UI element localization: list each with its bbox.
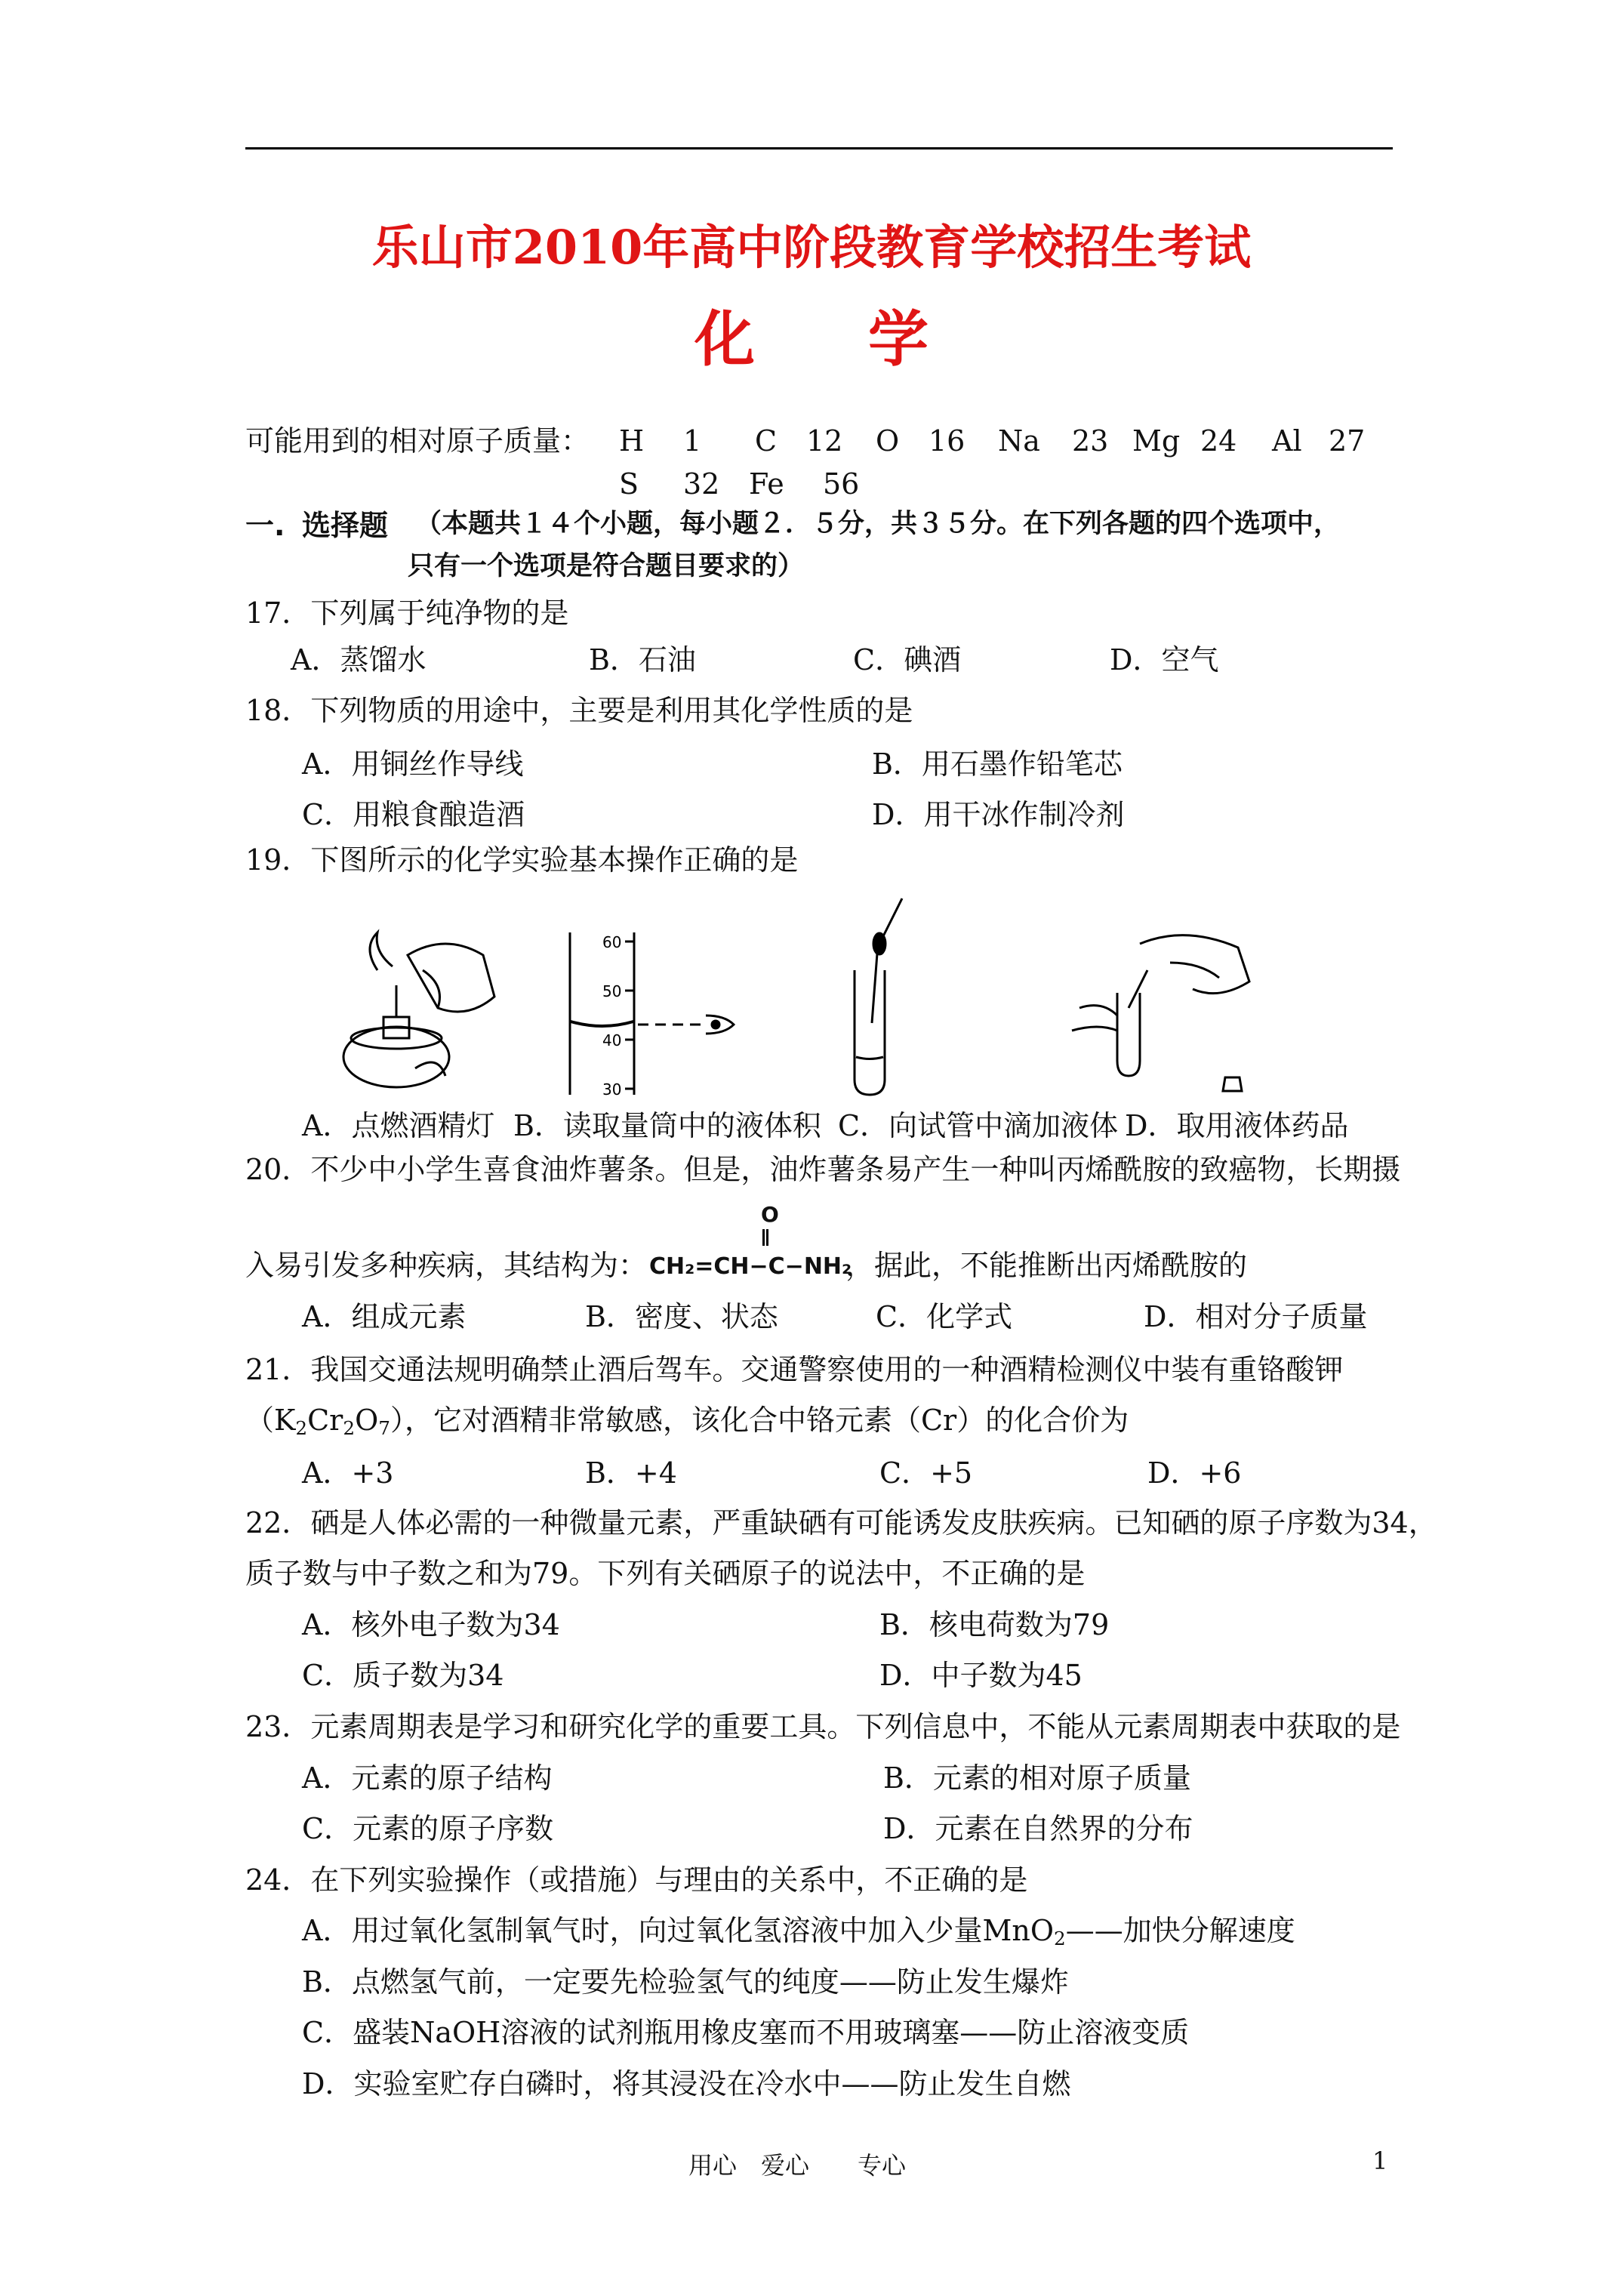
q19-stem: 19．下图所示的化学实验基本操作正确的是 [245, 843, 799, 877]
q24-stem: 24．在下列实验操作（或措施）与理由的关系中，不正确的是 [245, 1863, 1028, 1897]
q18-stem: 18．下列物质的用途中，主要是利用其化学性质的是 [245, 694, 913, 727]
q19-option-a: A．点燃酒精灯 [302, 1109, 495, 1142]
q21-option-c: C．+5 [879, 1456, 973, 1490]
cylinder-tick-60: 60 [602, 933, 622, 951]
q22-option-b: B．核电荷数为79 [879, 1608, 1110, 1641]
cylinder-tick-50: 50 [602, 982, 622, 1000]
q23-option-a: A．元素的原子结构 [302, 1761, 553, 1795]
alcohol-lamp-figure [332, 925, 536, 1099]
dropper-test-tube-figure [838, 895, 921, 1102]
q18-option-b: B．用石墨作铅笔芯 [872, 747, 1123, 781]
q20-option-b: B．密度、状态 [585, 1300, 778, 1333]
q22-stem-line2: 质子数与中子数之和为79。下列有关硒原子的说法中，不正确的是 [245, 1557, 1086, 1590]
section-instructions-1: （本题共１４个小题，每小题２．５分，共３５分。在下列各题的四个选项中， [415, 509, 1341, 539]
atomic-mass-na-value: 23 [1072, 424, 1109, 458]
q17-stem: 17．下列属于纯净物的是 [245, 596, 569, 630]
q22-stem-line1: 22．硒是人体必需的一种微量元素，严重缺硒有可能诱发皮肤疾病。已知硒的原子序数为34， [245, 1506, 1437, 1539]
q19-option-d: D．取用液体药品 [1125, 1109, 1349, 1142]
q20-stem-line2-pre: 入易引发多种疾病，其结构为： [245, 1249, 648, 1282]
atomic-mass-mg-value: 24 [1200, 424, 1237, 458]
atomic-mass-s-value: 32 [683, 467, 720, 501]
q21-stem-line1: 21．我国交通法规明确禁止酒后驾车。交通警察使用的一种酒精检测仪中装有重铬酸钾 [245, 1353, 1344, 1386]
section-instructions-2: 只有一个选项是符合题目要求的） [408, 551, 805, 581]
q20-formula-double-bond [762, 1229, 768, 1246]
cylinder-tick-30: 30 [602, 1080, 622, 1099]
atomic-mass-o-value: 16 [929, 424, 965, 458]
atomic-mass-mg: Mg [1132, 424, 1181, 458]
q23-option-d: D．元素在自然界的分布 [883, 1812, 1193, 1845]
atomic-mass-na: Na [998, 424, 1040, 458]
q18-option-a: A．用铜丝作导线 [302, 747, 524, 781]
atomic-mass-c: C [755, 424, 778, 458]
atomic-mass-o: O [876, 424, 900, 458]
q20-stem-line2-post: ，据此，不能推断出丙烯酰胺的 [845, 1249, 1248, 1282]
section-name: 选择题 [302, 509, 389, 542]
q22-option-c: C．质子数为34 [302, 1659, 504, 1692]
q20-formula-oxygen: O [761, 1202, 779, 1227]
atomic-mass-al: Al [1272, 424, 1302, 458]
q19-option-b: B．读取量筒中的液体积 [513, 1109, 821, 1142]
page-number: 1 [1372, 2147, 1388, 2175]
q24-option-a: A．用过氧化氢制氧气时，向过氧化氢溶液中加入少量MnO$_2$——加快分解速度 [302, 1914, 1295, 1950]
q20-structural-formula: CH₂=CH−C−NH₂ [649, 1253, 852, 1280]
q24-option-c: C．盛装NaOH溶液的试剂瓶用橡皮塞而不用玻璃塞——防止溶液变质 [302, 2016, 1190, 2049]
atomic-mass-c-value: 12 [806, 424, 843, 458]
graduated-cylinder-figure [559, 932, 747, 1099]
atomic-mass-h: H [619, 424, 645, 458]
footer-motto: 用心 爱心 专心 [688, 2151, 907, 2180]
cylinder-tick-40: 40 [602, 1031, 622, 1049]
q23-stem: 23．元素周期表是学习和研究化学的重要工具。下列信息中，不能从元素周期表中获取的是 [245, 1710, 1401, 1743]
q21-option-a: A．+3 [302, 1456, 394, 1490]
atomic-mass-s: S [619, 467, 639, 501]
q22-option-a: A．核外电子数为34 [302, 1608, 560, 1641]
atomic-mass-fe: Fe [749, 467, 784, 501]
q21-stem-line2: $(K_2Cr_2O_7)$，它对酒精非常敏感，该化合中铬元素（Cr）的化合价为 [245, 1404, 1129, 1440]
q23-option-b: B．元素的相对原子质量 [883, 1761, 1191, 1795]
page-title: 乐山市2010年高中阶段教育学校招生考试 [371, 220, 1252, 275]
q20-option-d: D．相对分子质量 [1144, 1300, 1368, 1333]
q17-option-c: C．碘酒 [853, 643, 962, 676]
pour-liquid-figure [1057, 917, 1268, 1114]
q20-option-a: A．组成元素 [302, 1300, 467, 1333]
q19-option-c: C．向试管中滴加液体 [838, 1109, 1119, 1142]
q24-option-d: D．实验室贮存白磷时，将其浸没在冷水中——防止发生自燃 [302, 2067, 1071, 2100]
q18-option-c: C．用粮食酿造酒 [302, 798, 525, 831]
atomic-mass-h-value: 1 [683, 424, 702, 458]
q20-stem-line1: 20．不少中小学生喜食油炸薯条。但是，油炸薯条易产生一种叫丙烯酰胺的致癌物，长期摄 [245, 1153, 1401, 1186]
q17-option-b: B．石油 [589, 643, 696, 676]
q17-option-d: D．空气 [1110, 643, 1219, 676]
q21-option-d: D．+6 [1147, 1456, 1242, 1490]
subject-title: 化学 [694, 304, 1042, 374]
section-number: 一. [245, 509, 285, 542]
q23-option-c: C．元素的原子序数 [302, 1812, 554, 1845]
q20-option-c: C．化学式 [876, 1300, 1013, 1333]
q17-option-a: A．蒸馏水 [291, 643, 427, 676]
atomic-mass-label: 可能用到的相对原子质量： [245, 424, 590, 458]
header-rule [245, 147, 1393, 149]
atomic-mass-fe-value: 56 [823, 467, 860, 501]
q22-option-d: D．中子数为45 [879, 1659, 1083, 1692]
atomic-mass-al-value: 27 [1329, 424, 1366, 458]
q21-option-b: B．+4 [585, 1456, 677, 1490]
q24-option-b: B．点燃氢气前，一定要先检验氢气的纯度——防止发生爆炸 [302, 1965, 1069, 1999]
q18-option-d: D．用干冰作制冷剂 [872, 798, 1125, 831]
